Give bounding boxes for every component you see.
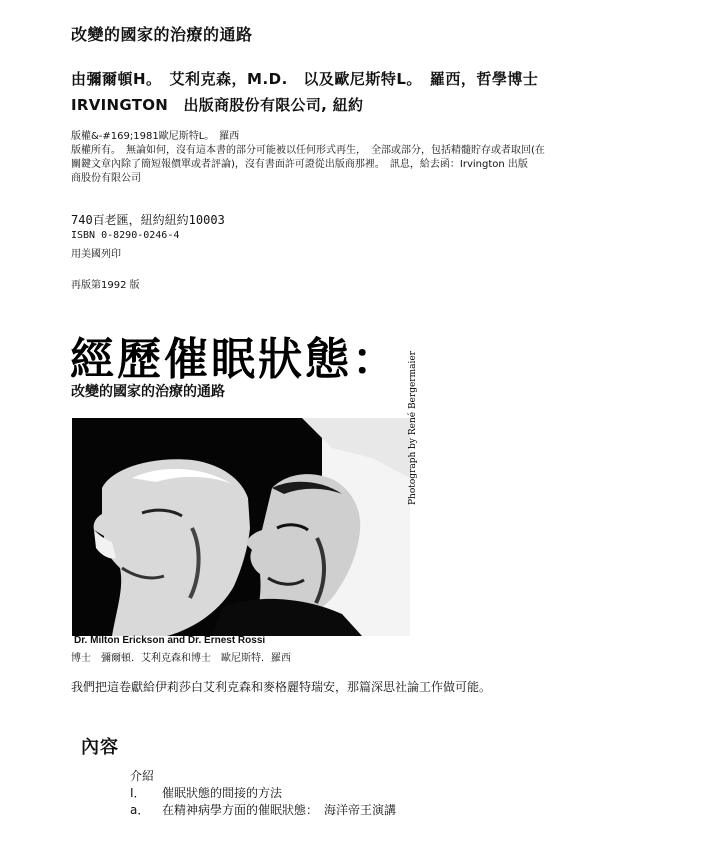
isbn: ISBN 0-8290-0246-4 — [71, 230, 180, 241]
book-subtitle: 改變的國家的治療的通路 — [71, 384, 225, 400]
toc-item[interactable] — [130, 784, 282, 801]
printed-in: 用美國列印 — [71, 249, 121, 260]
rights-line-1: 版權所有。 無論如何，沒有這本書的部分可能被以任何形式再生， 全部或部分，包括精髓貯存或者取回(在 — [71, 145, 545, 156]
toc-item-label: 在精神病學方面的催眠狀態： 海洋帝王演講 — [162, 803, 397, 817]
toc-item-number: a． — [130, 803, 150, 817]
toc-item-number: I． — [130, 786, 146, 800]
rights-line-3: 商股份有限公司 — [71, 173, 141, 184]
book-title: 經歷催眠狀態： — [70, 334, 399, 385]
dedication: 我們把這卷獻給伊莉莎白艾利克森和麥格麗特瑞安，那篇深思社論工作做可能。 — [71, 680, 492, 694]
publisher-line: IRVINGTON 出版商股份有限公司, 紐約 — [71, 96, 364, 114]
header-title: 改變的國家的治療的通路 — [71, 25, 253, 44]
photo-caption-english: Dr. Milton Erickson and Dr. Ernest Rossi — [74, 635, 266, 646]
authors-line: 由彌爾頓H。 艾利克森，M.D. 以及歐尼斯特L。 羅西，哲學博士 — [71, 70, 539, 88]
contents-heading: 內容 — [81, 737, 119, 758]
toc-item[interactable] — [130, 767, 154, 784]
rights-line-2: 關鍵文章內除了簡短報價單或者評論)，沒有書面許可證從出版商那裡。 訊息，給去函：Irvington 出版 — [71, 159, 528, 170]
author-photo — [72, 418, 410, 636]
toc-item-label: 催眠狀態的間接的方法 — [162, 786, 283, 800]
photo-credit: Photograph by René Bergermaier — [408, 351, 418, 505]
photo-caption-chinese: 博士 彌爾頓．艾利克森和博士 歐尼斯特．羅西 — [71, 653, 291, 664]
publisher-address: 740百老匯，紐約紐約10003 — [71, 213, 225, 227]
edition-note: 再版第1992 版 — [71, 280, 140, 291]
copyright-line: 版權&-#169;1981歐尼斯特L。 羅西 — [71, 131, 240, 142]
toc-item[interactable] — [130, 801, 396, 818]
copyright-notice — [71, 130, 636, 186]
toc-item-label: 介紹 — [130, 769, 155, 783]
